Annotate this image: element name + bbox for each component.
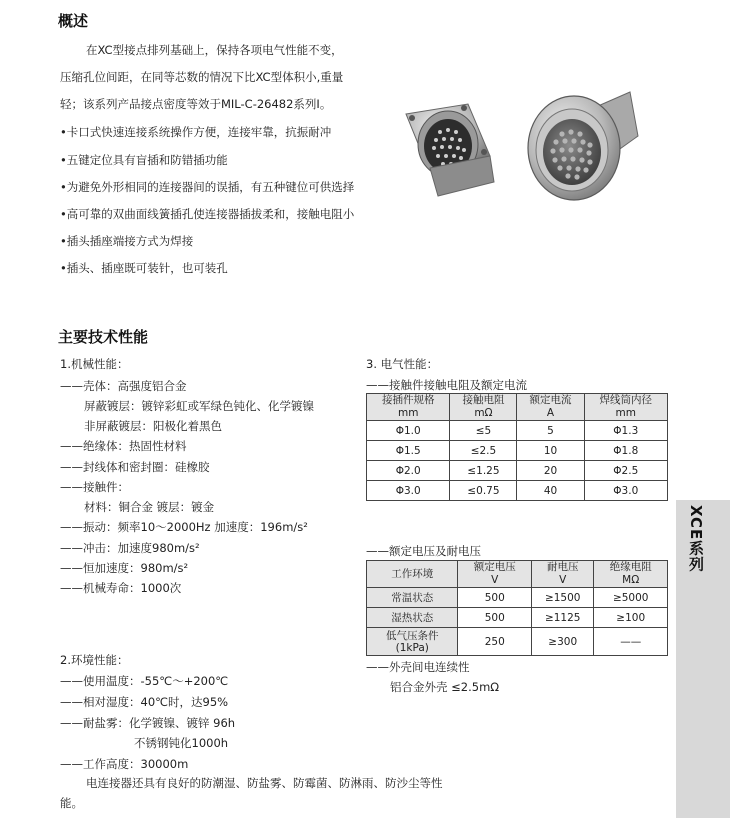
mechanical-line: 材料：铜合金 镀层：镀金 [84,500,215,514]
connector-product-photo [398,86,640,206]
mechanical-line: ——冲击：加速度980m/s² [60,541,200,555]
environment-line: ——工作高度：30000m [60,757,189,771]
feature-bullet: •五键定位具有盲插和防错插功能 [60,153,228,167]
series-label: XCE系列 [687,505,705,573]
overview-line: 在XC型接点排列基础上，保持各项电气性能不变， [86,43,343,57]
table-cell: Φ1.3 [584,421,667,441]
mechanical-line: 屏蔽镀层：镀锌彩虹或军绿色钝化、化学镀镍 [84,399,314,413]
electrical-title: 3. 电气性能： [366,357,439,371]
environment-line: 不锈钢钝化1000h [134,736,229,750]
table-cell: Φ1.8 [584,441,667,461]
table-cell: ≤0.75 [450,481,517,501]
table-header: 接插件规格 mm [367,394,450,421]
table-cell: 20 [517,461,584,481]
table-row [367,628,668,656]
receptacle-connector [406,104,494,196]
table-row [367,588,668,608]
mechanical-line: ——封线体和密封圈：硅橡胶 [60,460,210,474]
table-row [367,461,668,481]
mechanical-line: ——接触件： [60,480,129,494]
mechanical-line: ——恒加速度：980m/s² [60,561,189,575]
feature-bullet: •为避免外形相同的连接器间的误插，有五种键位可供选择 [60,180,355,194]
shell-continuity-subtitle: ——外壳间电连续性 [366,660,470,674]
table-header: 额定电流 A [517,394,584,421]
table-header: 焊线筒内径 mm [584,394,667,421]
table-cell: Φ3.0 [367,481,450,501]
table-header: 绝缘电阻 MΩ [594,561,668,588]
table-header-row [367,561,668,588]
contact-resistance-table [366,393,668,501]
table-row [367,481,668,501]
overview-line: 压缩孔位间距，在同等芯数的情况下比XC型体积小,重量 [60,70,344,84]
mechanical-line: ——机械寿命：1000次 [60,581,182,595]
table-cell: Φ3.0 [584,481,667,501]
table-row-header: 常温状态 [367,588,458,608]
overview-heading: 概述 [58,12,89,30]
table-cell: ≥1500 [531,588,593,608]
table-header: 耐电压 V [531,561,593,588]
table-cell: 250 [458,628,532,656]
table-header: 工作环境 [367,561,458,588]
feature-bullet: •高可靠的双曲面线簧插孔使连接器插拔柔和，接触电阻小 [60,207,355,221]
table-cell: ≥100 [594,608,668,628]
feature-bullet: •卡口式快速连接系统操作方便，连接牢靠，抗振耐冲 [60,125,332,139]
feature-bullet: •插头插座端接方式为焊接 [60,234,194,248]
specs-heading: 主要技术性能 [58,328,149,346]
table-cell: 10 [517,441,584,461]
table-header: 额定电压 V [458,561,532,588]
table-row-header: 低气压条件 (1kPa) [367,628,458,656]
table-row-header: 湿热状态 [367,608,458,628]
environment-line: 能。 [60,796,83,810]
rated-voltage-table [366,560,668,656]
table-header-row [367,394,668,421]
table-cell: Φ1.5 [367,441,450,461]
table-cell: 500 [458,588,532,608]
table-cell: —— [594,628,668,656]
table-cell: Φ2.0 [367,461,450,481]
mechanical-title: 1.机械性能： [60,357,129,371]
table-cell: Φ2.5 [584,461,667,481]
table-row [367,441,668,461]
environment-title: 2.环境性能： [60,653,129,667]
environment-line: ——使用温度：-55℃～+200℃ [60,674,229,688]
table-cell: ≥1125 [531,608,593,628]
environment-line: 电连接器还具有良好的防潮湿、防盐雾、防霉菌、防淋雨、防沙尘等性 [86,776,443,790]
overview-line: 轻；该系列产品接点密度等效于MIL-C-26482系列Ⅰ。 [60,97,332,111]
shell-continuity-value: 铝合金外壳 ≤2.5mΩ [390,680,500,694]
environment-line: ——耐盐雾：化学镀镍、镀锌 96h [60,716,236,730]
mechanical-line: ——振动：频率10～2000Hz 加速度：196m/s² [60,520,308,534]
table-cell: 5 [517,421,584,441]
table-cell: ≥300 [531,628,593,656]
mechanical-line: 非屏蔽镀层：阳极化着黑色 [84,419,222,433]
table-row [367,421,668,441]
plug-connector [528,92,638,200]
table-cell: Φ1.0 [367,421,450,441]
voltage-table-subtitle: ——额定电压及耐电压 [366,544,481,558]
table-cell: ≤1.25 [450,461,517,481]
table-cell: ≥5000 [594,588,668,608]
table-row [367,608,668,628]
mechanical-line: ——壳体：高强度铝合金 [60,379,187,393]
table-cell: ≤2.5 [450,441,517,461]
table-header: 接触电阻 mΩ [450,394,517,421]
mechanical-line: ——绝缘体：热固性材料 [60,439,187,453]
contact-table-subtitle: ——接触件接触电阻及额定电流 [366,378,527,392]
feature-bullet: •插头、插座既可装针，也可装孔 [60,261,228,275]
table-cell: 500 [458,608,532,628]
environment-line: ——相对湿度：40℃时，达95% [60,695,229,709]
table-cell: ≤5 [450,421,517,441]
table-cell: 40 [517,481,584,501]
